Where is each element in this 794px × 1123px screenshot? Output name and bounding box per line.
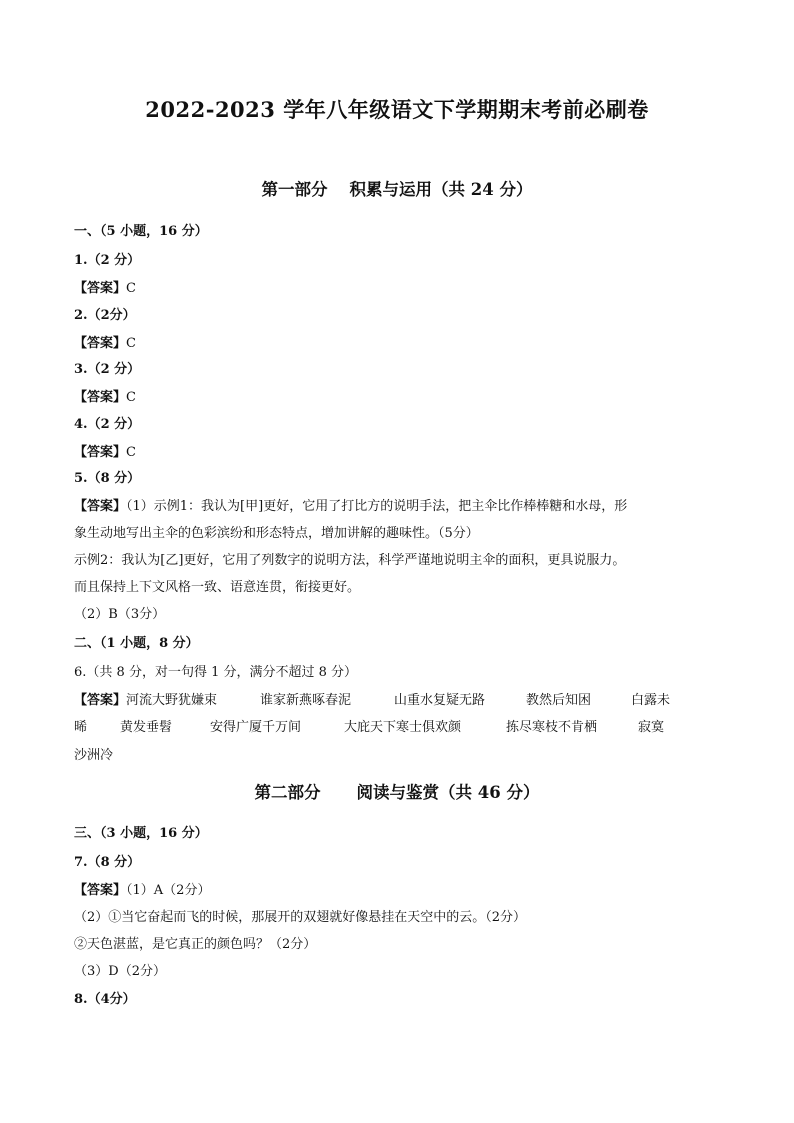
- answer-7-line-1: [74, 879, 210, 898]
- poem-line: 大庇天下寒士俱欢颜: [344, 720, 462, 735]
- answer-text: （1）示例1：我认为[甲]更好，它用了打比方的说明手法，把主伞比作棒棒糖和水母，形: [126, 499, 628, 514]
- answer-7-line-2: （2）①当它奋起而飞的时候，那展开的双翅就好像悬挂在天空中的云。（2分）: [74, 910, 527, 925]
- answer-value: C: [126, 445, 136, 460]
- answer-tag: 【答案】: [74, 693, 127, 708]
- section3-heading: 三、（3 小题，16 分）: [74, 826, 208, 841]
- answer-4: [74, 441, 136, 460]
- question-7: 7.（8 分）: [74, 855, 141, 870]
- question-2: 2.（2分）: [74, 308, 136, 323]
- answer-tag: 【答案】: [74, 336, 127, 351]
- poem-line: 安得广厦千万间: [210, 720, 302, 735]
- answer-2: [74, 332, 136, 351]
- poem-line: 白露未: [631, 693, 671, 708]
- answer-7-line-3: ②天色湛蓝，是它真正的颜色吗？（2分）: [74, 937, 317, 952]
- answer-tag: 【答案】: [74, 281, 127, 296]
- question-5: 5.（8 分）: [74, 471, 141, 486]
- answer-3: [74, 386, 136, 405]
- answer-value: C: [126, 390, 136, 405]
- part2-heading-number: 第二部分: [254, 783, 321, 802]
- part1-heading: [0, 176, 794, 200]
- question-3: 3.（2 分）: [74, 362, 141, 377]
- poem-line: 黄发垂髫: [120, 720, 173, 735]
- poem-line: 晞: [74, 720, 88, 735]
- document-title: 2022-2023 学年八年级语文下学期期末考前必刷卷: [145, 97, 649, 122]
- part2-heading: [0, 779, 794, 803]
- section1-heading: 一、（5 小题，16 分）: [74, 224, 208, 239]
- answer-1: [74, 277, 136, 296]
- answer-5-line-2: 象生动地写出主伞的色彩滨纷和形态特点，增加讲解的趣味性。（5分）: [74, 526, 479, 541]
- answer-value: C: [126, 281, 136, 296]
- answer-7-line-4: （3）D（2分）: [74, 964, 166, 979]
- answer-5-line-3: 示例2：我认为[乙]更好，它用了列数字的说明方法，科学严谨地说明主伞的面积，更具说服力。: [74, 553, 626, 568]
- answer-5-line-1: [74, 495, 627, 514]
- poem-line: 拣尽寒枝不肯栖: [506, 720, 598, 735]
- question-1: 1.（2 分）: [74, 253, 141, 268]
- answer-tag: 【答案】: [74, 883, 127, 898]
- poem-line: 教然后知困: [526, 693, 592, 708]
- question-4: 4.（2 分）: [74, 417, 141, 432]
- section2-heading: 二、（1 小题，8 分）: [74, 636, 199, 651]
- poem-line: 沙洲冷: [74, 748, 114, 763]
- answer-text: （1）A（2分）: [126, 883, 211, 898]
- question-6: 6.（共 8 分，对一句得 1 分，满分不超过 8 分）: [74, 665, 358, 680]
- answer-tag: 【答案】: [74, 445, 127, 460]
- question-8: 8.（4分）: [74, 992, 136, 1007]
- answer-tag: 【答案】: [74, 499, 127, 514]
- answer-5-line-5: （2）B（3分）: [74, 607, 166, 622]
- part1-heading-number: 第一部分: [261, 180, 328, 199]
- answer-5-line-4: 而且保持上下文风格一致、语意连贯，衔接更好。: [74, 580, 361, 595]
- part1-heading-title: 积累与运用（共 24 分）: [349, 180, 533, 199]
- poem-line: 寂寞: [638, 720, 665, 735]
- answer-tag: 【答案】: [74, 390, 127, 405]
- part2-heading-title: 阅读与鉴赏（共 46 分）: [356, 783, 540, 802]
- poem-line: 河流大野犹嫌束: [126, 693, 218, 708]
- poem-line: 谁家新燕啄春泥: [260, 693, 352, 708]
- poem-line: 山重水复疑无路: [394, 693, 486, 708]
- answer-value: C: [126, 336, 136, 351]
